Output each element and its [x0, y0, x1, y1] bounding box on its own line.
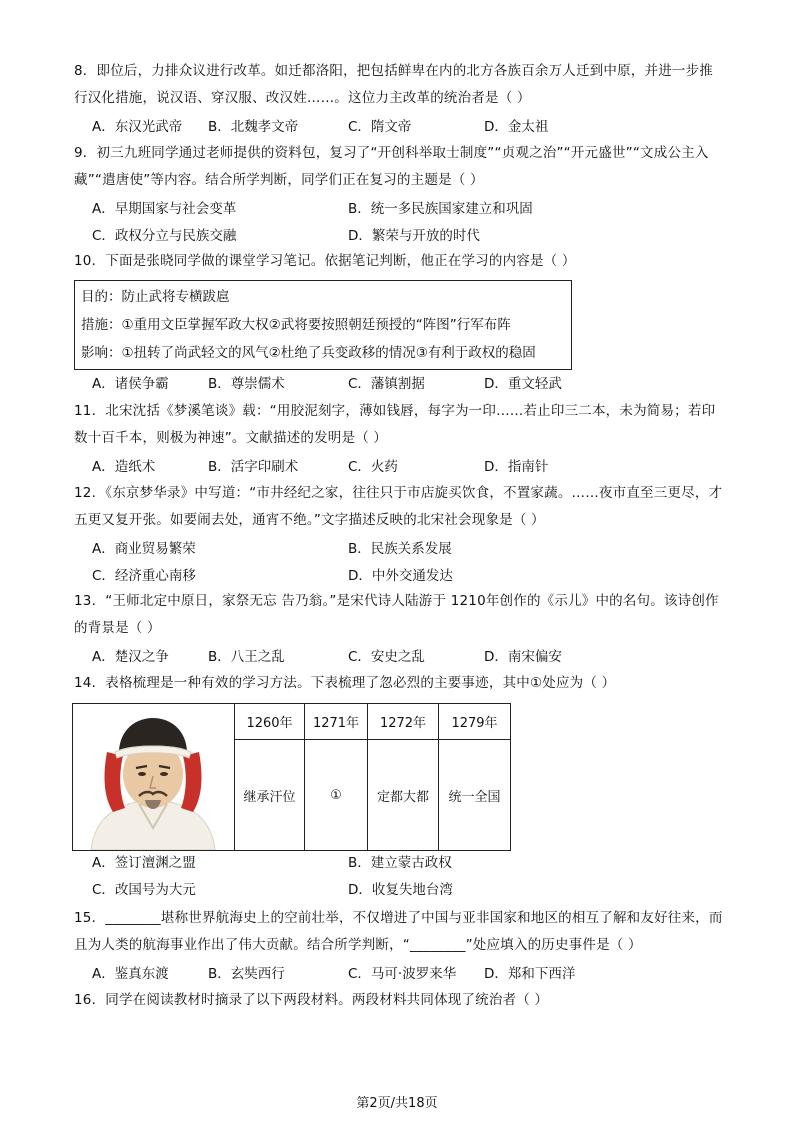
question-11-options	[92, 455, 712, 479]
question-15-options	[92, 962, 712, 986]
year-cell: 1272年	[368, 704, 439, 740]
note-measures: 措施：①重用文臣掌握军政大权②武将要按照朝廷预授的“阵图”行军布阵	[81, 317, 511, 333]
question-15-text: 15．________堪称世界航海史上的空前壮举，不仅增进了中国与亚非国家和地区的相互了解和友好往来，而且为人类的航海事业作出了伟大贡献。结合所学判断，“________”处应填入的历史事件是（ ）	[74, 910, 723, 953]
year-cell: 1271年	[305, 704, 368, 740]
question-10-options	[92, 372, 712, 396]
option-b[interactable]: B．玄奘西行	[208, 966, 285, 982]
events-grid	[235, 704, 510, 850]
option-b[interactable]: B．建立蒙古政权	[348, 855, 452, 871]
note-impact: 影响：①扭转了尚武轻文的风气②杜绝了兵变政移的情况③有利于政权的稳固	[81, 345, 536, 361]
question-13-options	[92, 645, 712, 669]
question-9-options-row1	[92, 197, 712, 221]
event-cell: 定都大都	[368, 740, 439, 850]
option-a[interactable]: A．早期国家与社会变革	[92, 201, 237, 217]
option-a[interactable]: A．诸侯争霸	[92, 376, 169, 392]
option-c[interactable]: C．藩镇割据	[348, 376, 425, 392]
question-8-text: 8．即位后，力排众议进行改革。如迁都洛阳，把包括鲜卑在内的北方各族百余万人迁到中原，并进一步推行汉化措施，说汉语、穿汉服、改汉姓……。这位力主改革的统治者是（ ）	[74, 63, 713, 106]
option-a[interactable]: A．楚汉之争	[92, 649, 169, 665]
option-c[interactable]: C．隋文帝	[348, 119, 412, 135]
kublai-khan-table	[72, 703, 511, 851]
question-14-text: 14．表格梳理是一种有效的学习方法。下表梳理了忽必烈的主要事迹，其中①处应为（ ）	[74, 675, 616, 691]
option-c[interactable]: C．政权分立与民族交融	[92, 228, 237, 244]
option-a[interactable]: A．造纸术	[92, 459, 156, 475]
question-14-options-row1	[92, 851, 712, 875]
option-b[interactable]: B．活字印刷术	[208, 459, 299, 475]
option-a[interactable]: A．东汉光武帝	[92, 119, 183, 135]
option-a[interactable]: A．签订澶渊之盟	[92, 855, 196, 871]
option-d[interactable]: D．金太祖	[484, 119, 549, 135]
portrait-figure-icon	[73, 704, 233, 850]
kublai-khan-portrait	[73, 704, 235, 850]
question-16-text: 16．同学在阅读教材时摘录了以下两段材料。两段材料共同体现了统治者（ ）	[74, 992, 549, 1008]
year-cell: 1260年	[235, 704, 305, 740]
option-b[interactable]: B．民族关系发展	[348, 541, 452, 557]
year-cell: 1279年	[439, 704, 510, 740]
option-c[interactable]: C．安史之乱	[348, 649, 425, 665]
question-12-text: 12．《东京梦华录》中写道：“市井经纪之家，往往只于市店旋买饮食，不置家蔬。……夜市直至三更尽，才五更又复开张。如要闹去处，通宵不绝。”文字描述反映的北宋社会现象是（ ）	[74, 485, 723, 528]
question-13-text: 13．“王师北定中原日，家祭无忘 告乃翁。”是宋代诗人陆游于 1210年创作的《示儿》中的名句。该诗创作的背景是（ ）	[74, 593, 719, 636]
option-d[interactable]: D．指南针	[484, 459, 549, 475]
option-c[interactable]: C．改国号为大元	[92, 882, 196, 898]
option-d[interactable]: D．收复失地台湾	[348, 882, 453, 898]
option-c[interactable]: C．经济重心南移	[92, 568, 196, 584]
option-d[interactable]: D．中外交通发达	[348, 568, 453, 584]
event-cell: 统一全国	[448, 789, 501, 805]
option-d[interactable]: D．繁荣与开放的时代	[348, 228, 480, 244]
option-b[interactable]: B．北魏孝文帝	[208, 119, 299, 135]
question-8-options	[92, 115, 712, 139]
option-c[interactable]: C．马可·波罗来华	[348, 966, 457, 982]
note-purpose: 目的：防止武将专横跋扈	[81, 289, 230, 305]
question-10-text: 10．下面是张晓同学做的课堂学习笔记。依据笔记判断，他正在学习的内容是（ ）	[74, 253, 576, 269]
option-d[interactable]: D．南宋偏安	[484, 649, 562, 665]
event-cell: 继承汗位	[235, 740, 305, 850]
question-14-options-row2	[92, 878, 712, 902]
option-c[interactable]: C．火药	[348, 459, 398, 475]
question-12-options-row2	[92, 564, 712, 588]
study-notes-box	[74, 280, 572, 370]
question-9-text: 9．初三九班同学通过老师提供的资料包，复习了“开创科举取士制度”“贞观之治”“开元盛世”“文成公主入藏”“遣唐使”等内容。结合所学判断，同学们正在复习的主题是（ ）	[74, 145, 709, 188]
event-cell-blank: ①	[305, 740, 368, 850]
page-number: 第2页/共18页	[356, 1096, 438, 1111]
option-b[interactable]: B．八王之乱	[208, 649, 285, 665]
question-11-text: 11．北宋沈括《梦溪笔谈》载：“用胶泥刻字，薄如钱唇，每字为一印……若止印三二本，未为简易；若印数十百千本，则极为神速”。文献描述的发明是（ ）	[74, 403, 716, 446]
question-9-options-row2	[92, 224, 712, 248]
question-12-options-row1	[92, 537, 712, 561]
option-a[interactable]: A．鉴真东渡	[92, 966, 169, 982]
option-d[interactable]: D．重文轻武	[484, 376, 562, 392]
option-a[interactable]: A．商业贸易繁荣	[92, 541, 196, 557]
option-b[interactable]: B．尊崇儒术	[208, 376, 285, 392]
option-b[interactable]: B．统一多民族国家建立和巩固	[348, 201, 533, 217]
option-d[interactable]: D．郑和下西洋	[484, 966, 576, 982]
